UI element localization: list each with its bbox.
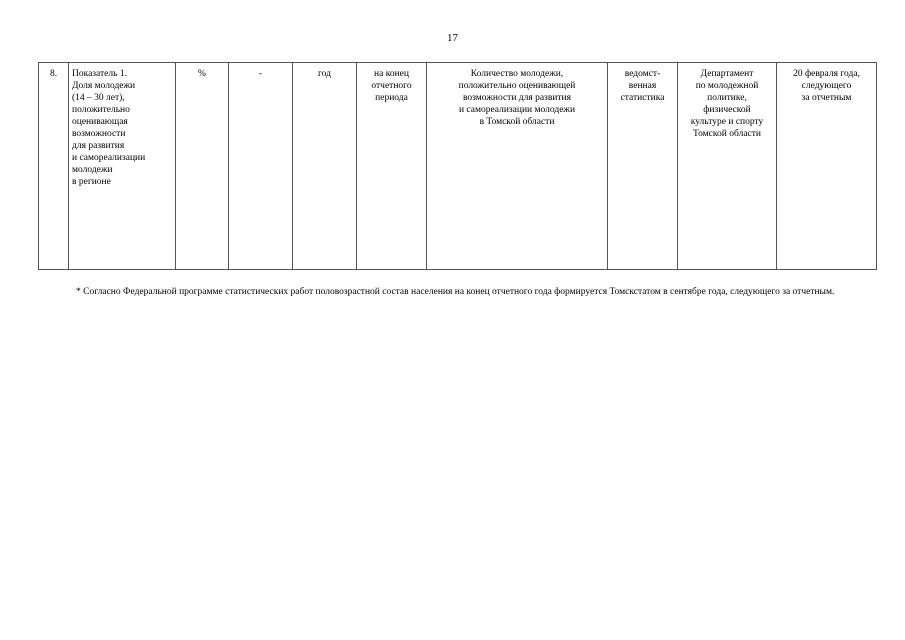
definition-cell: Количество молодежи, положительно оценивающей возможности для развития и самореализации молодежи в Томской области <box>427 63 608 270</box>
responsible-cell: Департамент по молодежной политике, физической культуре и спорту Томской области <box>678 63 777 270</box>
periodicity-cell: год <box>293 63 357 270</box>
indicator-table <box>38 62 877 270</box>
time-characteristic-cell: на конец отчетного периода <box>357 63 427 270</box>
indicator-name-cell: Показатель 1. Доля молодежи (14 – 30 лет), положительно оценивающая возможности для развития и самореализации молодежи в регионе <box>69 63 176 270</box>
page-number: 17 <box>447 32 458 44</box>
footnote: * Согласно Федеральной программе статистических работ половозрастной состав населения на конец отчетного года формируется Томскстатом в сентябре года, следующего за отчетным. <box>76 287 835 297</box>
row-number-cell: 8. <box>39 63 69 270</box>
deadline-cell: 20 февраля года, следующего за отчетным <box>777 63 877 270</box>
dash-cell: - <box>229 63 293 270</box>
source-cell: ведомст- венная статистика <box>608 63 678 270</box>
table-row <box>39 63 877 270</box>
unit-cell: % <box>176 63 229 270</box>
